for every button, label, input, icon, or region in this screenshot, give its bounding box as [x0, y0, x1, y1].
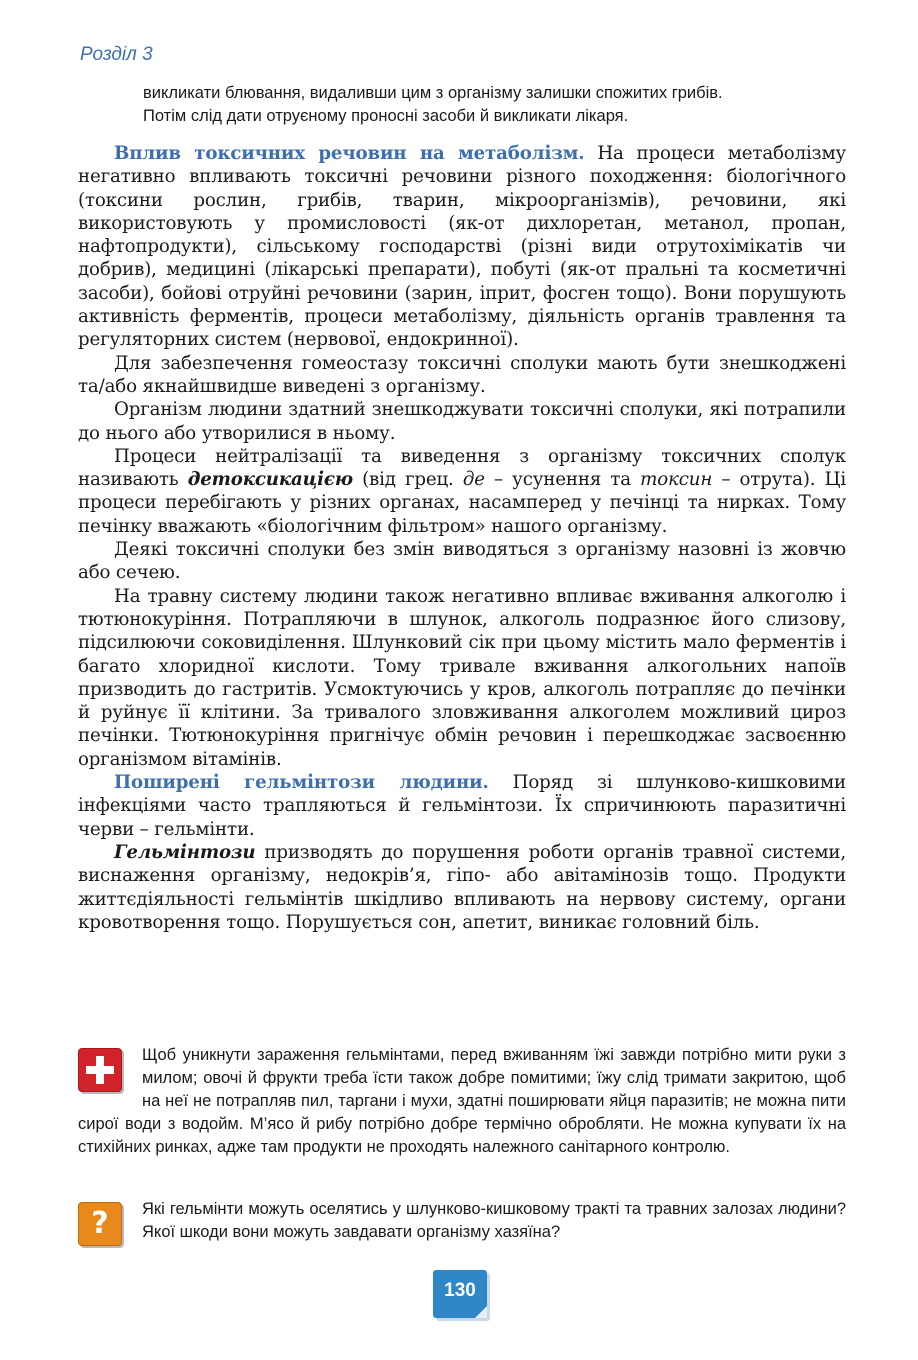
paragraph-text: Поряд зі шлунково-кишковими інфекціями часто трапляються й гельмінтози. Їх спричинюють паразитичні черви – гельмінти.	[78, 772, 847, 840]
paragraph-detoxication	[78, 445, 846, 538]
intro-line: Потім слід дати отруєному проносні засоби й викликати лікаря.	[143, 106, 629, 125]
question-note	[78, 1198, 846, 1252]
page-number: 130	[433, 1270, 487, 1318]
safety-note	[78, 1044, 846, 1159]
paragraph-text: призводять до порушення роботи органів травної системи, виснаження організму, недокрів’я, гіпо- або авітамінозів тощо. Продукти життєдіяльності гельмінтів шкідливо впливають на нервову систему, органи кровотворення тощо. Порушується сон, апетит, виникає головний біль.	[78, 841, 846, 933]
question-mark-icon: ?	[78, 1202, 122, 1246]
term-helminthoses: Гельмінтози	[114, 841, 256, 863]
subheading-toxic-substances: Вплив токсичних речовин на метаболізм.	[114, 143, 585, 164]
paragraph-text: (від грец.	[352, 469, 463, 491]
paragraph-text: – усунення та	[484, 469, 641, 491]
paragraph-text: Процеси нейтралізації та виведення з організму токсичних сполук називають	[78, 445, 846, 491]
section-label: Розділ 3	[80, 44, 153, 65]
paragraph-text: На процеси метаболізму негативно впливають токсичні речовини різного походження: біологічного (токсини рослин, грибів, тварин, мікроорганізмів), речовини, які використовують у промисловості (як-от дихлоретан, метанол, пропан, нафтопродукти), сільському господарстві (різні види отрутохімікатів чи добрив), медицині (лікарські препарати), побуті (як-от пральні та косметичні засоби), бойові отруйні речовини (зарин, іприт, фосген тощо). Вони порушують активність ферментів, процеси метаболізму, діяльність органів травлення та регуляторних систем (нервової, ендокринної).	[78, 143, 846, 351]
term-detoxication: детоксикацією	[187, 469, 353, 491]
subheading-helminthoses: Поширені гельмінтози людини.	[114, 772, 489, 794]
intro-text	[143, 82, 846, 127]
paragraph-text: – отрута). Ці процеси перебігають у різних органах, насамперед у печінці та нирках. Тому печінку вважають «біологічним фільтром» нашого організму.	[78, 469, 846, 537]
term-de: де	[462, 469, 485, 491]
question-text: Які гельмінти можуть оселятись у шлунково-кишковому тракті та травних залозах людини? Якої шкоди вони можуть завдавати організму хазяїна?	[142, 1200, 846, 1241]
paragraph-neutralize: Організм людини здатний знешкоджувати токсичні сполуки, які потрапили до нього або утворилися в ньому.	[78, 399, 846, 444]
paragraph-metabolism	[78, 142, 846, 352]
safety-note-text: Щоб уникнути зараження гельмінтами, перед вживанням їжі завжди потрібно мити руки з милом; овочі й фрукти треба їсти також добре помитими; їжу слід тримати закритою, щоб на неї не потрапляв пил, таргани і мухи, здатні поширювати яйця паразитів; не можна пити сирої води з водойм. М’ясо й рибу потрібно добре термічно обробляти. Не можна купувати їх на стихійних ринках, адже там продукти не проходять належного санітарного контролю.	[78, 1046, 846, 1156]
main-text	[78, 142, 846, 934]
first-aid-cross-icon	[78, 1048, 122, 1092]
intro-line: викликати блювання, видаливши цим з організму залишки спожитих грибів.	[143, 84, 723, 102]
term-toksyn: токсин	[640, 469, 713, 491]
paragraph-alcohol: На травну систему людини також негативно впливає вживання алкоголю і тютюнокуріння. Потрапляючи в шлунок, алкоголь подразнює його слизову, підсилюючи соковиділення. Шлунковий сік при цьому містить мало ферментів і багато хлоридної кислоти. Тому тривале вживання алкогольних напоїв призводить до гастритів. Усмоктуючись у кров, алкоголь потрапляє до печінки й руйнує її клітини. За тривалого зловживання алкоголем можливий цироз печінки. Тютюнокуріння пригнічує обмін речовин і перешкоджає засвоєнню організмом вітамінів.	[78, 585, 846, 770]
paragraph-helminthoses	[78, 771, 846, 841]
paragraph-excretion: Деякі токсичні сполуки без змін виводяться з організму назовні із жовчю або сечею.	[78, 539, 846, 584]
paragraph-homeostasis: Для забезпечення гомеостазу токсичні сполуки мають бути знешкоджені та/або якнайшвидше виведені з організму.	[78, 352, 846, 397]
paragraph-helminthoses-effects	[78, 841, 846, 934]
